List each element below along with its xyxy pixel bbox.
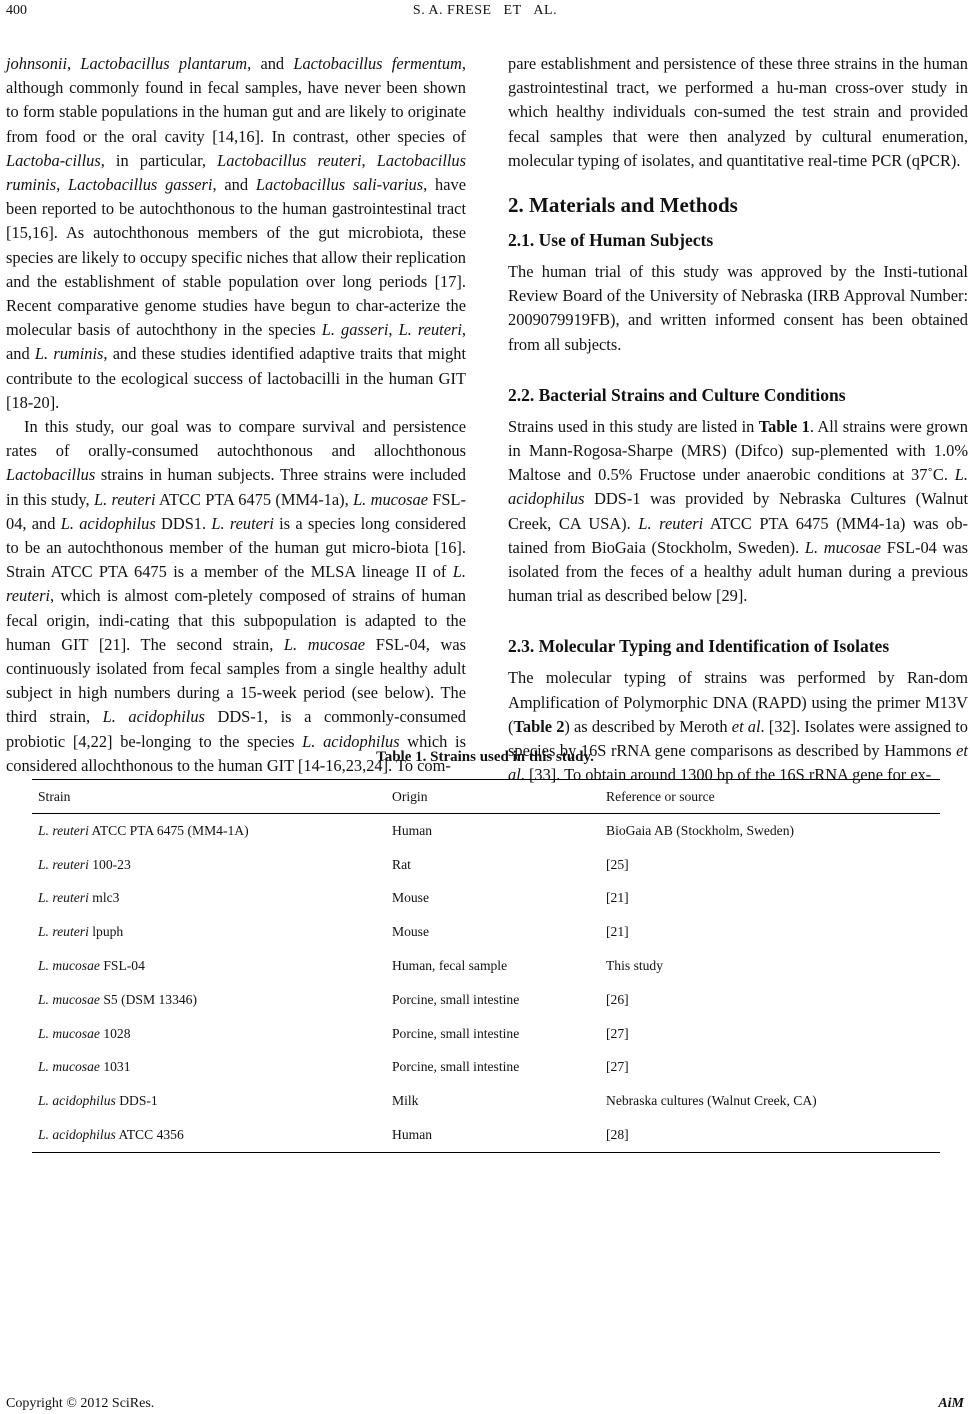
right-column	[508, 52, 968, 787]
strain-id: 1031	[99, 1059, 131, 1075]
running-title: S. A. FRESE ET AL.	[412, 3, 558, 18]
origin-cell: Porcine, small intestine	[392, 991, 520, 1007]
species-name: L. reuteri	[38, 890, 89, 906]
species-name: L. mucosae	[38, 991, 100, 1007]
reference-cell: [27]	[606, 1059, 629, 1075]
reference-cell: [26]	[606, 991, 629, 1007]
reference-cell: BioGaia AB (Stockholm, Sweden)	[606, 822, 795, 838]
origin-cell: Mouse	[392, 924, 430, 940]
strain-id: lpuph	[88, 924, 124, 940]
species-name: L. acidophilus	[38, 1093, 116, 1109]
origin-cell: Human	[392, 822, 433, 838]
reference-cell: [25]	[606, 856, 629, 872]
reference-cell: This study	[606, 958, 664, 974]
strain-id: 1028	[99, 1025, 131, 1041]
body-paragraph: Strains used in this study are listed in Table 1. All strains were grown in Mann-Rogosa-Sharpe (MRS) (Difco) sup-plemented with 1.0% Maltose and 0.5% Fructose under anaerobic conditions at 37˚C. L. acidophilus DDS-1 was provided by Nebraska Cultures (Walnut Creek, CA USA). L. reuteri ATCC PTA 6475 (MM4-1a) was ob-tained from BioGaia (Stockholm, Sweden). L. mucosae FSL-04 was isolated from the feces of a healthy adult human during a previous human trial as described below [29].	[508, 416, 968, 606]
origin-cell: Porcine, small intestine	[392, 1025, 520, 1041]
origin-cell: Porcine, small intestine	[392, 1059, 520, 1075]
table-caption: Table 1. Strains used in this study.	[376, 749, 594, 765]
subsection-heading-2-2: 2.2. Bacterial Strains and Culture Conditions	[508, 384, 846, 405]
strain-id: ATCC 4356	[115, 1127, 184, 1143]
page-footer	[0, 1396, 970, 1414]
strain-cell	[32, 983, 386, 1017]
species-name: L. mucosae	[38, 958, 100, 974]
table-row	[32, 848, 940, 882]
strain-cell	[32, 1051, 386, 1085]
origin-cell: Rat	[392, 856, 411, 872]
body-paragraph: The human trial of this study was approved by the Insti-tutional Review Board of the University of Nebraska (IRB Approval Number: 2009079919FB), and written informed consent has been obtained from all subjects.	[508, 262, 968, 354]
origin-cell: Human	[386, 1118, 600, 1152]
strain-cell	[32, 882, 386, 916]
reference-cell: [27]	[606, 1025, 629, 1041]
strain-cell	[32, 1118, 386, 1152]
column-header: Strain	[32, 780, 386, 814]
journal-name: AiM	[938, 1396, 964, 1411]
strain-cell	[32, 1084, 386, 1118]
strain-cell	[32, 1017, 386, 1051]
table-header-row	[32, 780, 940, 814]
column-header: Reference or source	[600, 780, 940, 814]
strain-id: S5 (DSM 13346)	[99, 991, 197, 1007]
section-heading-methods: 2. Materials and Methods	[508, 193, 738, 218]
subsection-heading-2-1: 2.1. Use of Human Subjects	[508, 230, 714, 251]
body-paragraph: johnsonii, Lactobacillus plantarum, and Lactobacillus fermentum, although commonly found in fecal samples, have never been shown to form stable populations in the human gut and are likely to originate from food or the oral cavity [14,16]. In contrast, other species of Lactoba-cillus, in particular, Lactobacillus reuteri, Lactobacillus ruminis, Lactobacillus gasseri, and Lactobacillus sali-varius, have been reported to be autochthonous to the human gastrointestinal tract [15,16]. As autochthonous members of the gut microbiota, these species are likely to occupy specific niches that allow their replication and the establishment of stable population over long periods [17]. Recent comparative genome studies have begun to char-acterize the molecular basis of autochthony in the species L. gasseri, L. reuteri, and L. ruminis, and these studies identified adaptive traits that might contribute to the ecological success of lactobacilli in the human GIT [18-20].	[6, 54, 467, 412]
species-name: L. acidophilus	[38, 1127, 116, 1143]
left-column	[6, 52, 466, 778]
body-paragraph: pare establishment and persistence of these three strains in the human gastrointestinal tract, we performed a hu-man cross-over study in which healthy individuals con-sumed the test strain and provided fecal samples that were then analyzed by cultural enumeration, molecular typing of isolates, and quantitative real-time PCR (qPCR).	[508, 54, 968, 170]
table-row	[32, 1051, 940, 1085]
species-name: L. reuteri	[38, 924, 89, 940]
table-row	[32, 949, 940, 983]
strain-cell	[32, 848, 386, 882]
table-row	[32, 915, 940, 949]
origin-cell: Mouse	[392, 890, 430, 906]
reference-cell: [21]	[606, 890, 629, 906]
strain-id: FSL-04	[99, 958, 145, 974]
reference-cell: [21]	[606, 924, 629, 940]
strain-cell	[32, 949, 386, 983]
table-row	[32, 1118, 940, 1152]
reference-cell: Nebraska cultures (Walnut Creek, CA)	[606, 1093, 817, 1109]
origin-cell: Human, fecal sample	[392, 958, 508, 974]
body-paragraph: The molecular typing of strains was performed by Ran-dom Amplification of Polymorphic DNA (RAPD) using the primer M13V (Table 2) as described by Meroth et al. [32]. Isolates were assigned to species by 16S rRNA gene comparisons as described by Hammons et al. [33]. To obtain around 1300 bp of the 16S rRNA gene for ex-	[508, 668, 968, 785]
page-header	[0, 3, 970, 25]
table-row	[32, 814, 940, 848]
origin-cell: Milk	[392, 1093, 419, 1109]
species-name: L. mucosae	[38, 1025, 100, 1041]
strain-id: mlc3	[88, 890, 120, 906]
species-name: L. reuteri	[38, 856, 89, 872]
species-name: L. reuteri	[38, 822, 89, 838]
page-number: 400	[6, 3, 27, 18]
strain-cell	[32, 915, 386, 949]
table-row	[32, 882, 940, 916]
table-row	[32, 1084, 940, 1118]
strain-cell	[32, 814, 386, 848]
strain-id: DDS-1	[115, 1093, 158, 1109]
table-row	[32, 1017, 940, 1051]
copyright-notice: Copyright © 2012 SciRes.	[6, 1396, 155, 1411]
strain-id: 100-23	[88, 856, 131, 872]
reference-cell: [28]	[600, 1118, 940, 1152]
body-paragraph: In this study, our goal was to compare survival and persistence rates of orally-consumed autochthonous and allochthonous Lactobacillus strains in human subjects. Three strains were included in this study, L. reuteri ATCC PTA 6475 (MM4-1a), L. mucosae FSL-04, and L. acidophilus DDS1. L. reuteri is a species long considered to be an autochthonous member of the human gut micro-biota [16]. Strain ATCC PTA 6475 is a member of the MLSA lineage II of L. reuteri, which is almost com-pletely composed of strains of human fecal origin, indi-cating that this subpopulation is adapted to the human GIT [21]. The second strain, L. mucosae FSL-04, was continuously isolated from fecal samples from a single healthy adult subject in high numbers during a 15-week period (see below). The third strain, L. acidophilus DDS-1, is a commonly-consumed probiotic [4,22] be-longing to the species L. acidophilus which is considered allochthonous to the human GIT [14-16,23,24]. To com-	[6, 417, 467, 775]
subsection-heading-2-3: 2.3. Molecular Typing and Identification of Isolates	[508, 636, 890, 657]
species-name: L. mucosae	[38, 1059, 100, 1075]
strain-id: ATCC PTA 6475 (MM4-1A)	[88, 822, 249, 838]
strains-table	[32, 779, 940, 1153]
column-header: Origin	[386, 780, 600, 814]
table-row	[32, 983, 940, 1017]
